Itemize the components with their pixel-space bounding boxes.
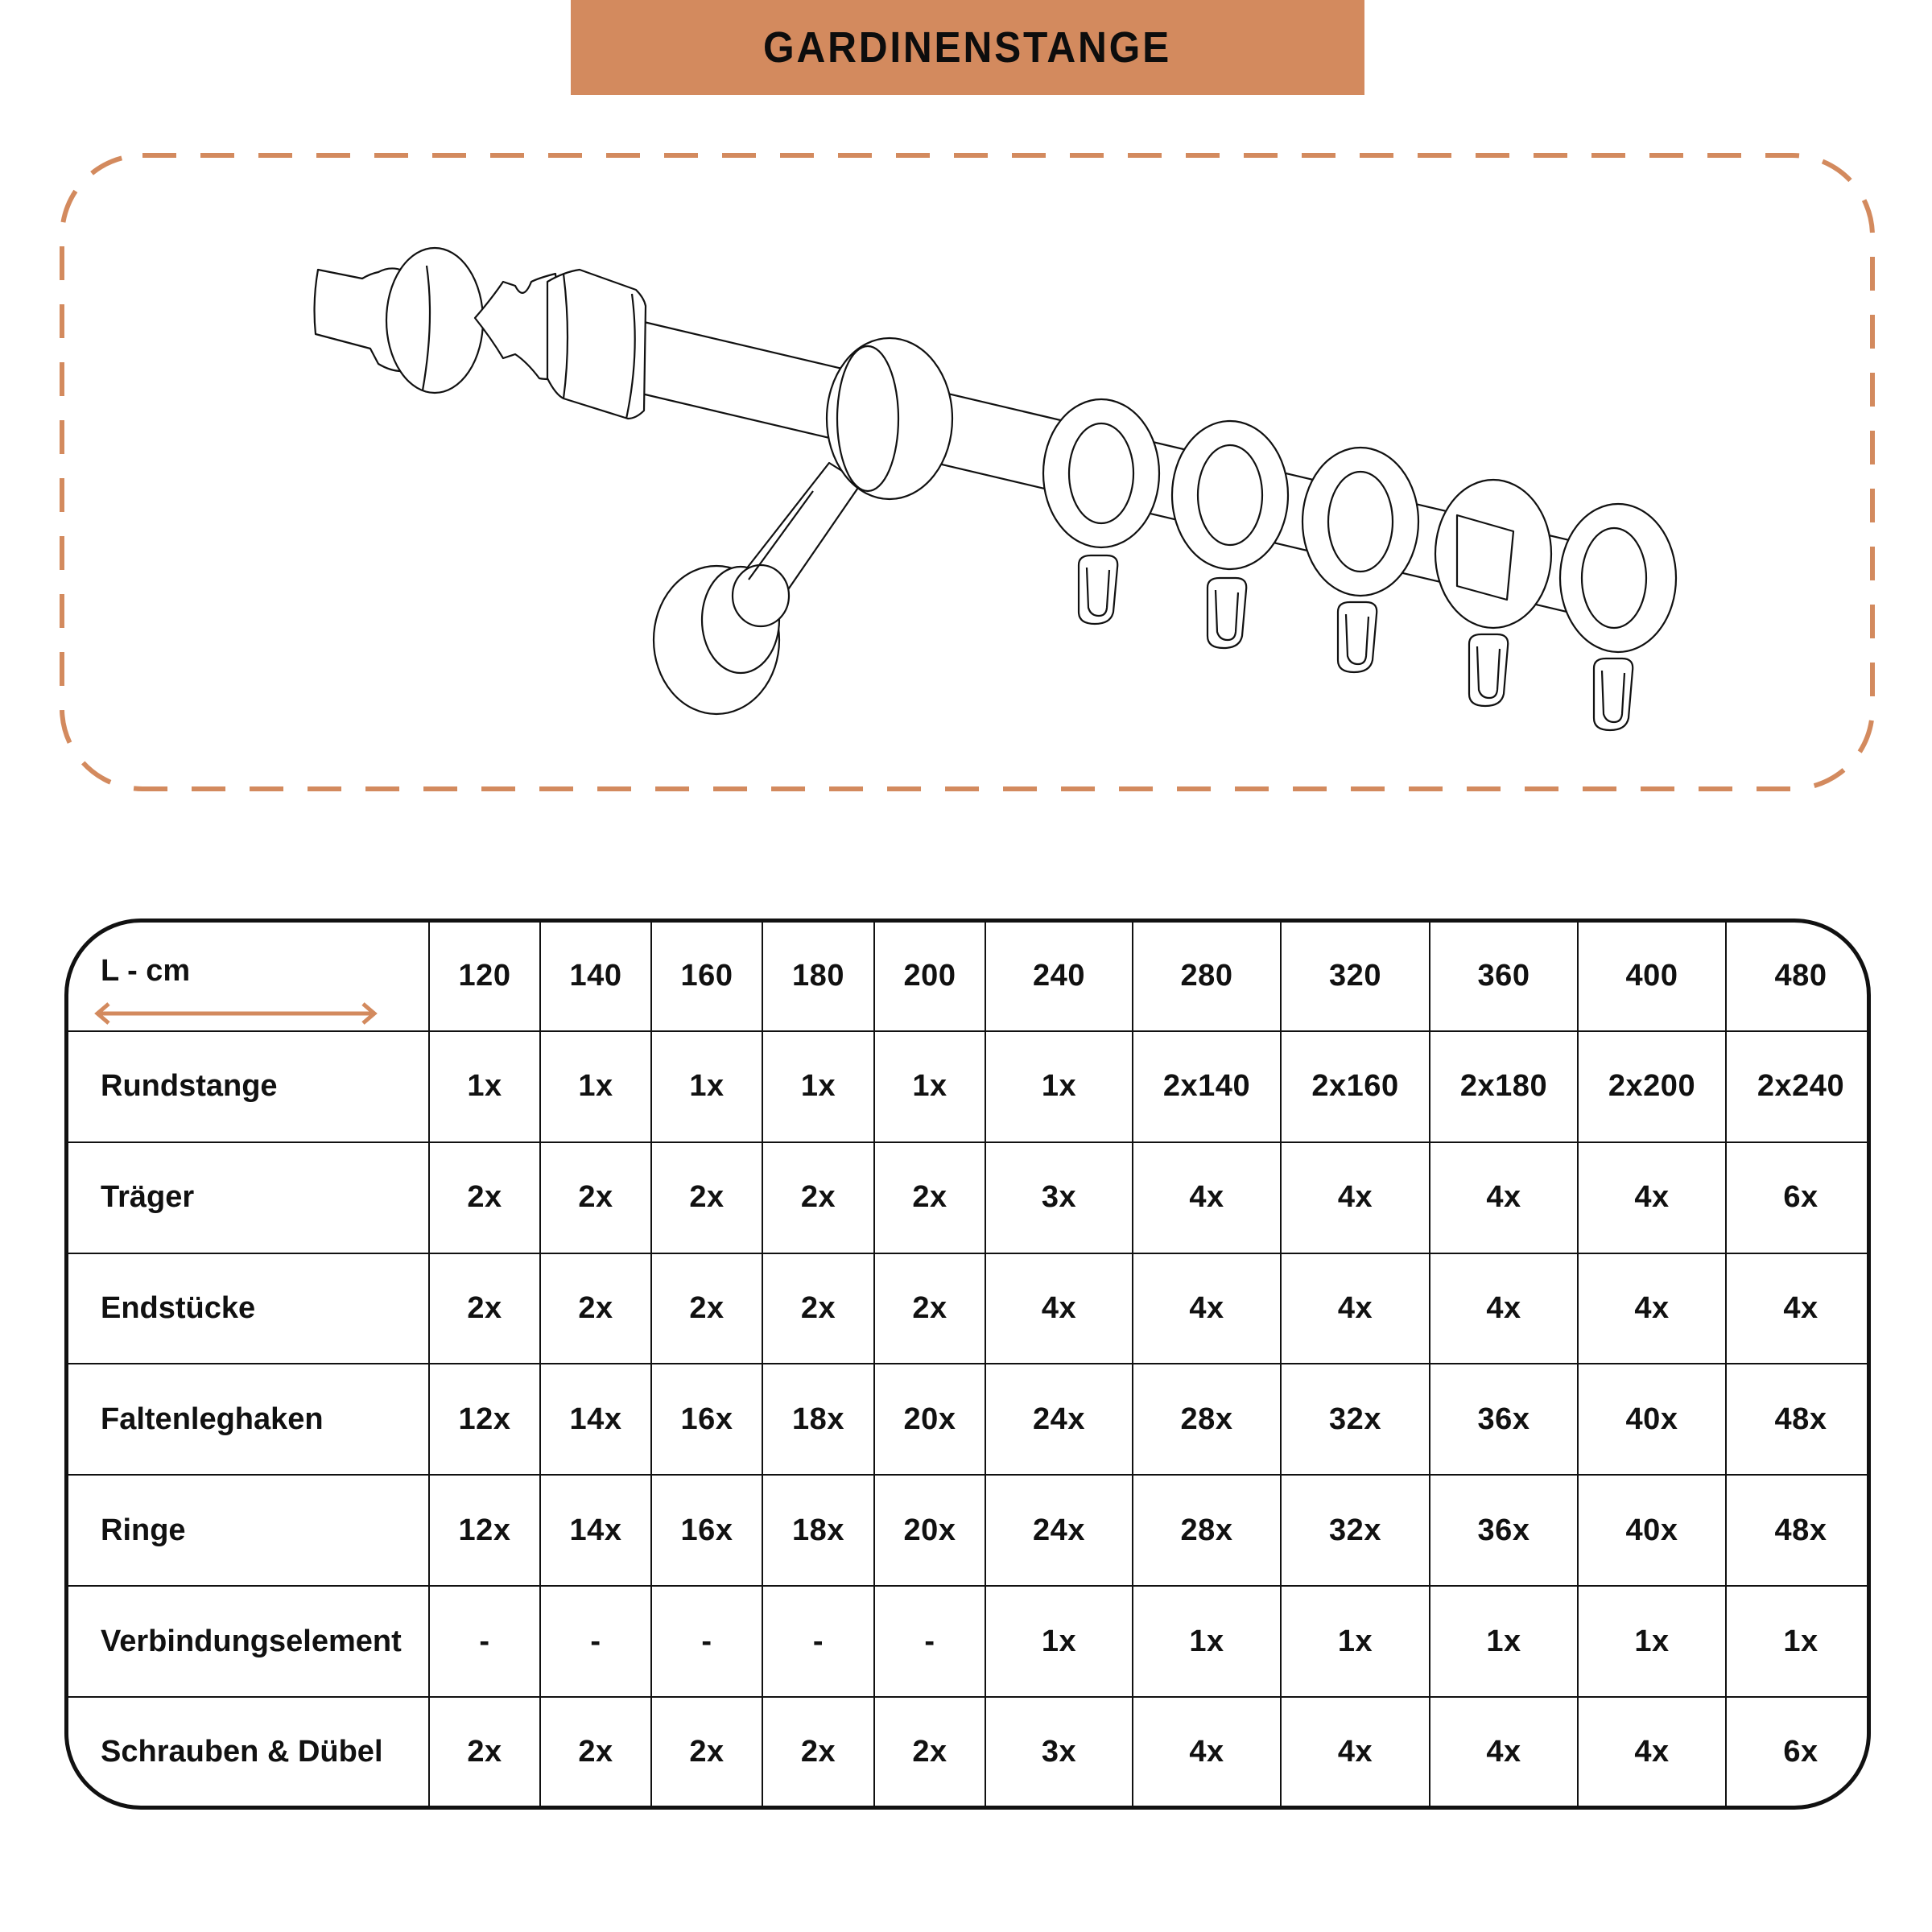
- row-label: Endstücke: [68, 1253, 429, 1364]
- clip-hook-icon: [1338, 602, 1377, 672]
- table-cell: 4x: [1430, 1142, 1578, 1253]
- length-col-360: 360: [1430, 923, 1578, 1031]
- table-row-endstuecke: [68, 1253, 1871, 1364]
- row-label: Träger: [68, 1142, 429, 1253]
- table-cell: 2x: [429, 1142, 540, 1253]
- table-cell: 40x: [1578, 1475, 1726, 1586]
- row-label: Schrauben & Dübel: [68, 1697, 429, 1806]
- table-cell: 1x: [985, 1586, 1133, 1697]
- row-label: Ringe: [68, 1475, 429, 1586]
- table-row-ringe: [68, 1475, 1871, 1586]
- table-cell: 2x240: [1726, 1031, 1871, 1142]
- table-cell: 14x: [540, 1364, 651, 1475]
- table-cell: -: [429, 1586, 540, 1697]
- table-cell: 24x: [985, 1364, 1133, 1475]
- table-cell: 2x200: [1578, 1031, 1726, 1142]
- clip-hook-icon: [1469, 634, 1508, 706]
- length-col-320: 320: [1281, 923, 1430, 1031]
- length-header-label: L - cm: [101, 954, 191, 989]
- table-cell: 1x: [429, 1031, 540, 1142]
- table-cell: 1x: [1726, 1586, 1871, 1697]
- finial-icon: [315, 248, 646, 419]
- clip-hook-icon: [1594, 658, 1633, 730]
- table-cell: 2x180: [1430, 1031, 1578, 1142]
- table-row-verbindungselement: [68, 1586, 1871, 1697]
- table-cell: 4x: [1430, 1697, 1578, 1806]
- table-cell: 2x: [540, 1697, 651, 1806]
- table-cell: 16x: [651, 1364, 762, 1475]
- table-cell: 2x: [762, 1697, 874, 1806]
- table-cell: 2x: [874, 1697, 985, 1806]
- length-col-160: 160: [651, 923, 762, 1031]
- table-cell: 36x: [1430, 1475, 1578, 1586]
- table-cell: 2x: [651, 1697, 762, 1806]
- table-cell: 4x: [1133, 1253, 1281, 1364]
- table-cell: 1x: [762, 1031, 874, 1142]
- table-cell: 4x: [1133, 1142, 1281, 1253]
- table-cell: 12x: [429, 1475, 540, 1586]
- table-cell: 1x: [1578, 1586, 1726, 1697]
- clip-hook-icon: [1079, 555, 1117, 624]
- table-cell: 16x: [651, 1475, 762, 1586]
- bracket-ring: [827, 338, 952, 499]
- table-header-row: [68, 923, 1871, 1031]
- length-header-cell: [68, 923, 429, 1031]
- length-col-280: 280: [1133, 923, 1281, 1031]
- table-cell: 12x: [429, 1364, 540, 1475]
- ring-5: [1560, 504, 1676, 730]
- table-cell: 6x: [1726, 1142, 1871, 1253]
- table-cell: 2x: [651, 1253, 762, 1364]
- ring-3: [1302, 448, 1418, 672]
- table-cell: 32x: [1281, 1364, 1430, 1475]
- table-cell: 1x: [1281, 1586, 1430, 1697]
- table-cell: 1x: [1430, 1586, 1578, 1697]
- table-cell: 3x: [985, 1142, 1133, 1253]
- table-cell: 2x: [540, 1253, 651, 1364]
- table-cell: 1x: [540, 1031, 651, 1142]
- table-cell: 4x: [1281, 1253, 1430, 1364]
- table-cell: -: [762, 1586, 874, 1697]
- table-cell: 6x: [1726, 1697, 1871, 1806]
- length-col-140: 140: [540, 923, 651, 1031]
- table-cell: 28x: [1133, 1364, 1281, 1475]
- table-cell: -: [651, 1586, 762, 1697]
- table-cell: 2x: [429, 1697, 540, 1806]
- table-cell: 2x160: [1281, 1031, 1430, 1142]
- table-cell: 24x: [985, 1475, 1133, 1586]
- row-label: Verbindungselement: [68, 1586, 429, 1697]
- table-cell: 14x: [540, 1475, 651, 1586]
- table-cell: 2x: [651, 1142, 762, 1253]
- table-cell: 28x: [1133, 1475, 1281, 1586]
- table-row-traeger: [68, 1142, 1871, 1253]
- table-cell: 2x: [429, 1253, 540, 1364]
- table-cell: 4x: [985, 1253, 1133, 1364]
- length-col-120: 120: [429, 923, 540, 1031]
- table-cell: 4x: [1281, 1142, 1430, 1253]
- table-cell: 48x: [1726, 1364, 1871, 1475]
- table-row-schrauben-duebel: [68, 1697, 1871, 1806]
- table-cell: 18x: [762, 1364, 874, 1475]
- double-arrow-icon: [91, 1001, 381, 1026]
- table-cell: 1x: [1133, 1586, 1281, 1697]
- table-cell: -: [874, 1586, 985, 1697]
- bracket: [654, 463, 861, 714]
- length-col-200: 200: [874, 923, 985, 1031]
- table-cell: 2x: [540, 1142, 651, 1253]
- table-cell: 20x: [874, 1364, 985, 1475]
- table-cell: 1x: [985, 1031, 1133, 1142]
- table-row-rundstange: [68, 1031, 1871, 1142]
- table-cell: 2x140: [1133, 1031, 1281, 1142]
- table-cell: 4x: [1578, 1697, 1726, 1806]
- length-col-240: 240: [985, 923, 1133, 1031]
- table-cell: 4x: [1281, 1697, 1430, 1806]
- table-cell: 4x: [1133, 1697, 1281, 1806]
- table-cell: 4x: [1578, 1142, 1726, 1253]
- row-label: Rundstange: [68, 1031, 429, 1142]
- clip-hook-icon: [1208, 578, 1246, 648]
- table-cell: 2x: [874, 1253, 985, 1364]
- table-cell: 1x: [651, 1031, 762, 1142]
- table-cell: 32x: [1281, 1475, 1430, 1586]
- table-cell: 48x: [1726, 1475, 1871, 1586]
- parts-table: [64, 919, 1871, 1810]
- table-cell: 40x: [1578, 1364, 1726, 1475]
- page-title: GARDINENSTANGE: [763, 23, 1172, 72]
- table-cell: 36x: [1430, 1364, 1578, 1475]
- table-cell: 4x: [1578, 1253, 1726, 1364]
- table-cell: 2x: [874, 1142, 985, 1253]
- length-col-400: 400: [1578, 923, 1726, 1031]
- table-cell: -: [540, 1586, 651, 1697]
- table-cell: 2x: [762, 1253, 874, 1364]
- row-label: Faltenleghaken: [68, 1364, 429, 1475]
- table-cell: 4x: [1726, 1253, 1871, 1364]
- table-cell: 20x: [874, 1475, 985, 1586]
- curtain-rod-illustration: [0, 0, 1932, 853]
- table-cell: 2x: [762, 1142, 874, 1253]
- ring-1: [1043, 399, 1159, 624]
- length-col-180: 180: [762, 923, 874, 1031]
- table-cell: 1x: [874, 1031, 985, 1142]
- ring-2: [1172, 421, 1288, 648]
- table-cell: 18x: [762, 1475, 874, 1586]
- length-col-480: 480: [1726, 923, 1871, 1031]
- table-cell: 3x: [985, 1697, 1133, 1806]
- table-cell: 4x: [1430, 1253, 1578, 1364]
- table-row-faltenleghaken: [68, 1364, 1871, 1475]
- ring-4: [1435, 480, 1551, 706]
